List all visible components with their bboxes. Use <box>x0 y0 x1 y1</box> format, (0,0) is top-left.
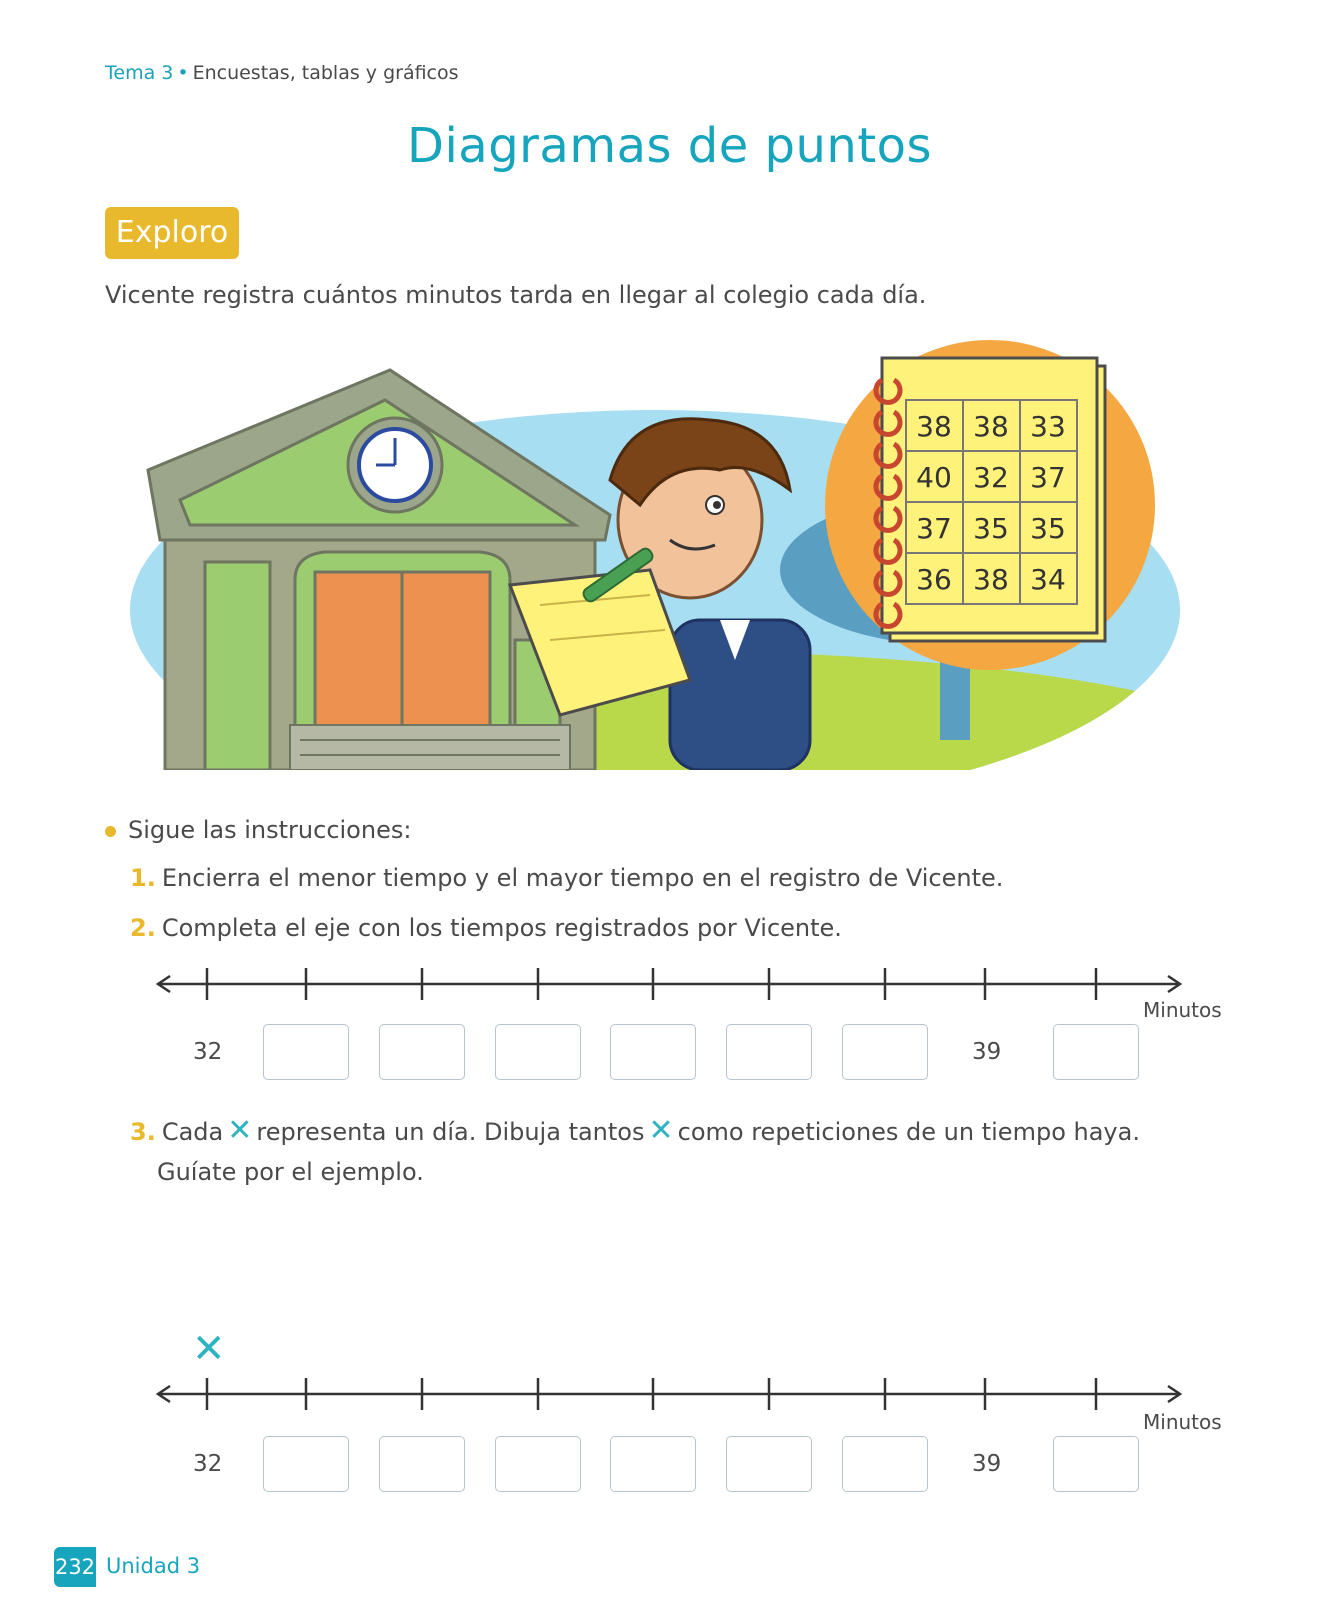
step-3-note: Guíate por el ejemplo. <box>157 1158 424 1186</box>
record-value: 37 <box>916 512 952 545</box>
intro-text: Vicente registra cuántos minutos tarda en llegar al colegio cada día. <box>105 281 927 309</box>
axis-label-start: 32 <box>193 1451 223 1477</box>
answer-box[interactable] <box>842 1436 928 1492</box>
record-value: 36 <box>916 563 952 596</box>
answer-box[interactable] <box>726 1024 812 1080</box>
page-title: Diagramas de puntos <box>406 118 933 174</box>
step-number: 2. <box>130 914 156 942</box>
number-line-1 <box>140 960 1222 1080</box>
axis-unit: Minutos <box>1143 998 1222 1022</box>
answer-box[interactable] <box>379 1436 465 1492</box>
page-number: 232 <box>54 1547 96 1587</box>
record-value: 40 <box>916 461 952 494</box>
answer-box[interactable] <box>495 1436 581 1492</box>
answer-box[interactable] <box>610 1436 696 1492</box>
answer-box[interactable] <box>1053 1436 1139 1492</box>
answer-box[interactable] <box>495 1024 581 1080</box>
x-mark-icon: ✕ <box>648 1113 674 1148</box>
axis-label-mid: 39 <box>972 1451 1002 1477</box>
answer-box[interactable] <box>263 1024 349 1080</box>
axis-unit: Minutos <box>1143 1410 1222 1434</box>
answer-box[interactable] <box>263 1436 349 1492</box>
step-text: Cada <box>161 1118 224 1146</box>
record-value: 35 <box>973 512 1009 545</box>
topic-label: Tema 3 <box>105 62 174 84</box>
instructions-text: Sigue las instrucciones: <box>128 816 412 844</box>
page-header <box>105 62 459 84</box>
axis-label-mid: 39 <box>972 1039 1002 1065</box>
record-value: 37 <box>1030 461 1066 494</box>
step-number: 3. <box>130 1118 156 1146</box>
x-mark-icon: ✕ <box>227 1113 253 1148</box>
answer-box[interactable] <box>379 1024 465 1080</box>
record-value: 38 <box>973 563 1009 596</box>
step-2 <box>130 914 842 942</box>
topic-subject: Encuestas, tablas y gráficos <box>192 62 459 84</box>
answer-box[interactable] <box>1053 1024 1139 1080</box>
step-1 <box>130 864 1003 892</box>
step-number: 1. <box>130 864 156 892</box>
footer-unit: Unidad 3 <box>106 1554 201 1578</box>
step-text: representa un día. Dibuja tantos <box>256 1118 645 1146</box>
answer-box[interactable] <box>610 1024 696 1080</box>
step-text: Encierra el menor tiempo y el mayor tiempo en el registro de Vicente. <box>161 864 1004 892</box>
answer-box[interactable] <box>726 1436 812 1492</box>
section-badge: Exploro <box>105 207 239 259</box>
number-line-2 <box>140 1326 1222 1500</box>
step-text: Completa el eje con los tiempos registrados por Vicente. <box>161 914 842 942</box>
x-mark-icon: ✕ <box>192 1326 226 1372</box>
record-value: 33 <box>1030 410 1066 443</box>
record-notebook <box>876 358 1105 641</box>
record-value: 38 <box>973 410 1009 443</box>
axis-line <box>140 960 1200 1010</box>
record-value: 35 <box>1030 512 1066 545</box>
step-text: como repeticiones de un tiempo haya. <box>677 1118 1140 1146</box>
axis-label-start: 32 <box>193 1039 223 1065</box>
record-value: 38 <box>916 410 952 443</box>
step-3 <box>130 1113 1140 1148</box>
header-separator: • <box>177 62 189 84</box>
bullet-icon <box>105 826 116 837</box>
answer-box[interactable] <box>842 1024 928 1080</box>
clock-icon <box>348 418 442 512</box>
instructions-lead <box>105 816 411 844</box>
record-value: 34 <box>1030 563 1066 596</box>
record-value: 32 <box>973 461 1009 494</box>
illustration <box>130 340 1190 770</box>
